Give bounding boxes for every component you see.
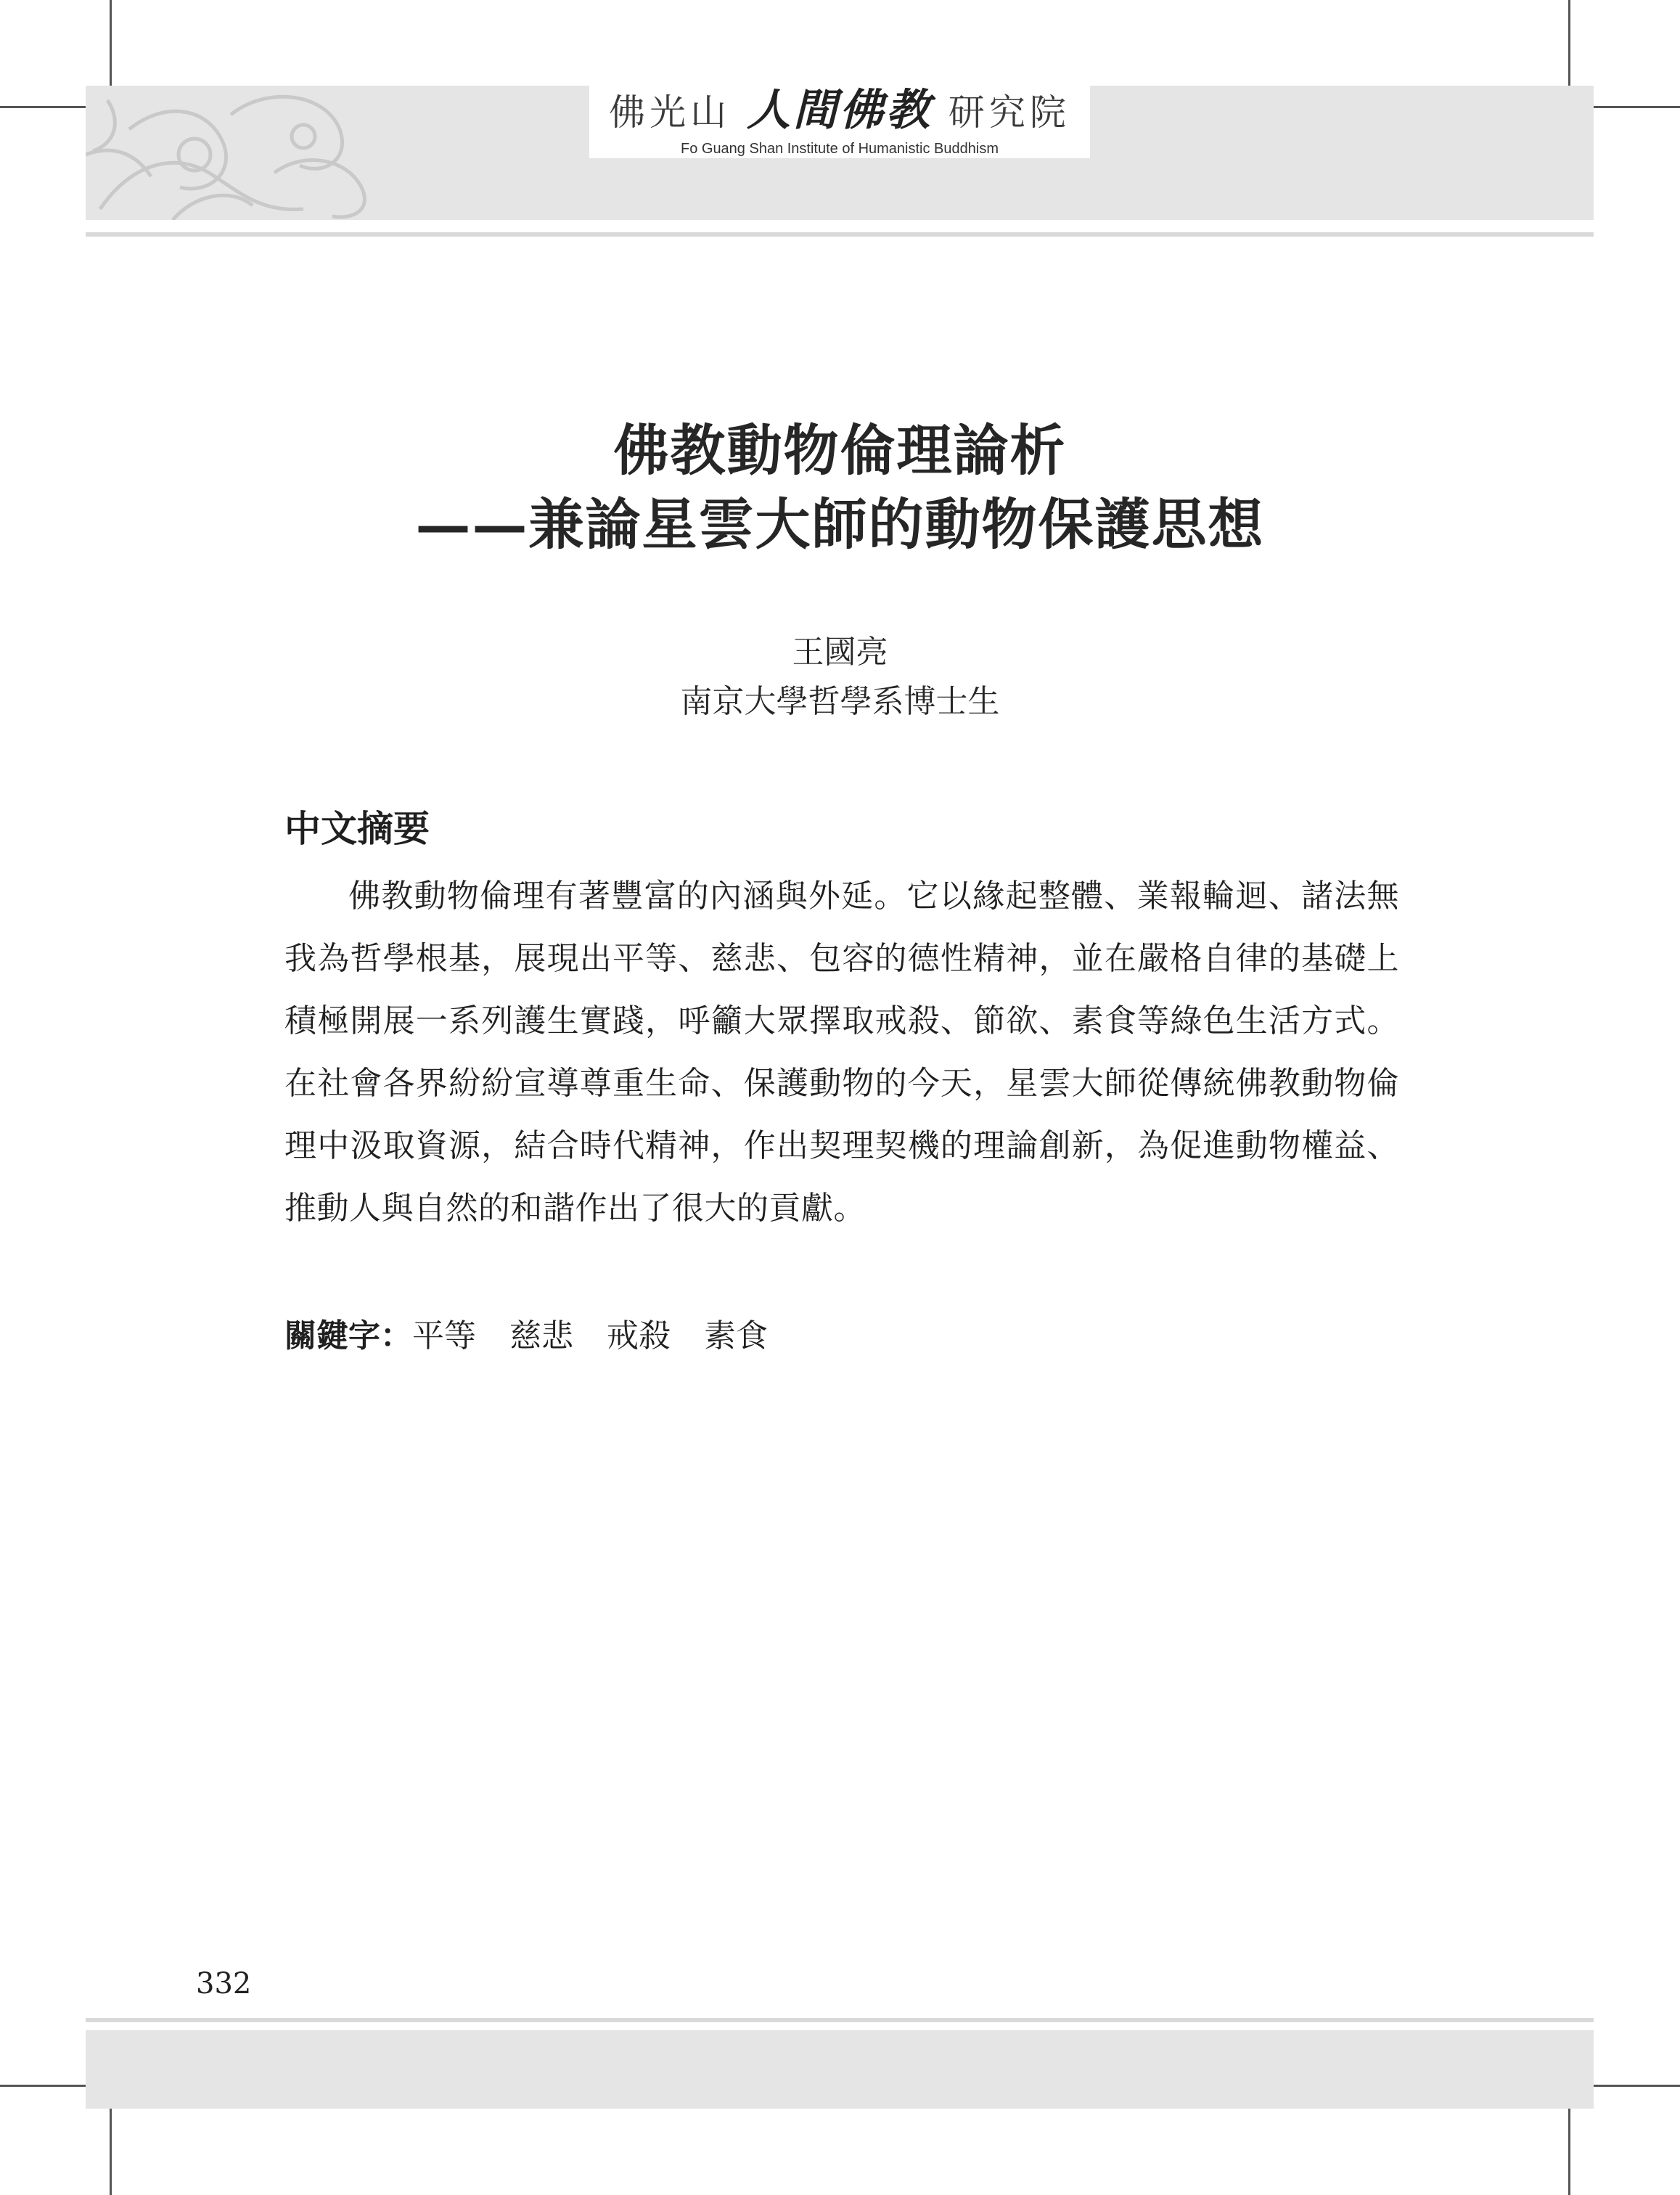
footer-rule bbox=[86, 2018, 1594, 2022]
abstract-heading: 中文摘要 bbox=[284, 807, 430, 850]
keyword-item: 素食 bbox=[704, 1317, 768, 1354]
crop-mark bbox=[110, 2109, 112, 2195]
crop-mark bbox=[1568, 0, 1570, 86]
footer-band bbox=[86, 2030, 1594, 2109]
author-affiliation: 南京大學哲學系博士生 bbox=[680, 683, 1000, 720]
institute-masthead bbox=[589, 73, 1090, 158]
crop-mark bbox=[0, 106, 86, 108]
paper-title: 佛教動物倫理論析 bbox=[613, 418, 1067, 483]
keywords-label: 關鍵字： bbox=[284, 1317, 412, 1354]
paper-subtitle: ——兼論星雲大師的動物保護思想 bbox=[415, 492, 1265, 557]
author-name: 王國亮 bbox=[792, 634, 888, 671]
lotus-ornament-icon bbox=[86, 86, 463, 220]
institute-name bbox=[589, 75, 1090, 138]
page-number: 332 bbox=[196, 1967, 252, 2000]
abstract-body: 佛教動物倫理有著豐富的內涵與外延。它以緣起整體、業報輪迴、諸法無我為哲學根基，展現出平等、慈悲、包容的德性精神，並在嚴格自律的基礎上積極開展一系列護生實踐，呼籲大眾擇取戒殺、節欲、素食等綠色生活方式。在社會各界紛紛宣導尊重生命、保護動物的今天，星雲大師從傳統佛教動物倫理中汲取資源，結合時代精神，作出契理契機的理論創新，為促進動物權益、推動人與自然的和諧作出了很大的貢獻。 bbox=[284, 878, 1399, 1227]
keyword-item: 慈悲 bbox=[509, 1317, 573, 1354]
crop-mark bbox=[1594, 106, 1680, 108]
crop-mark bbox=[110, 0, 112, 86]
crop-mark bbox=[0, 2085, 86, 2087]
keywords bbox=[284, 1309, 801, 1356]
header-rule bbox=[86, 232, 1594, 237]
crop-mark bbox=[1568, 2109, 1570, 2195]
crop-mark bbox=[1594, 2085, 1680, 2087]
keyword-item: 平等 bbox=[412, 1317, 476, 1354]
keyword-item: 戒殺 bbox=[607, 1317, 671, 1354]
institute-suffix: 研究院 bbox=[948, 91, 1070, 134]
institute-prefix: 佛光山 bbox=[609, 91, 732, 134]
institute-english-name: Fo Guang Shan Institute of Humanistic Buddhism bbox=[680, 141, 999, 157]
institute-brand: 人間佛教 bbox=[747, 85, 933, 136]
